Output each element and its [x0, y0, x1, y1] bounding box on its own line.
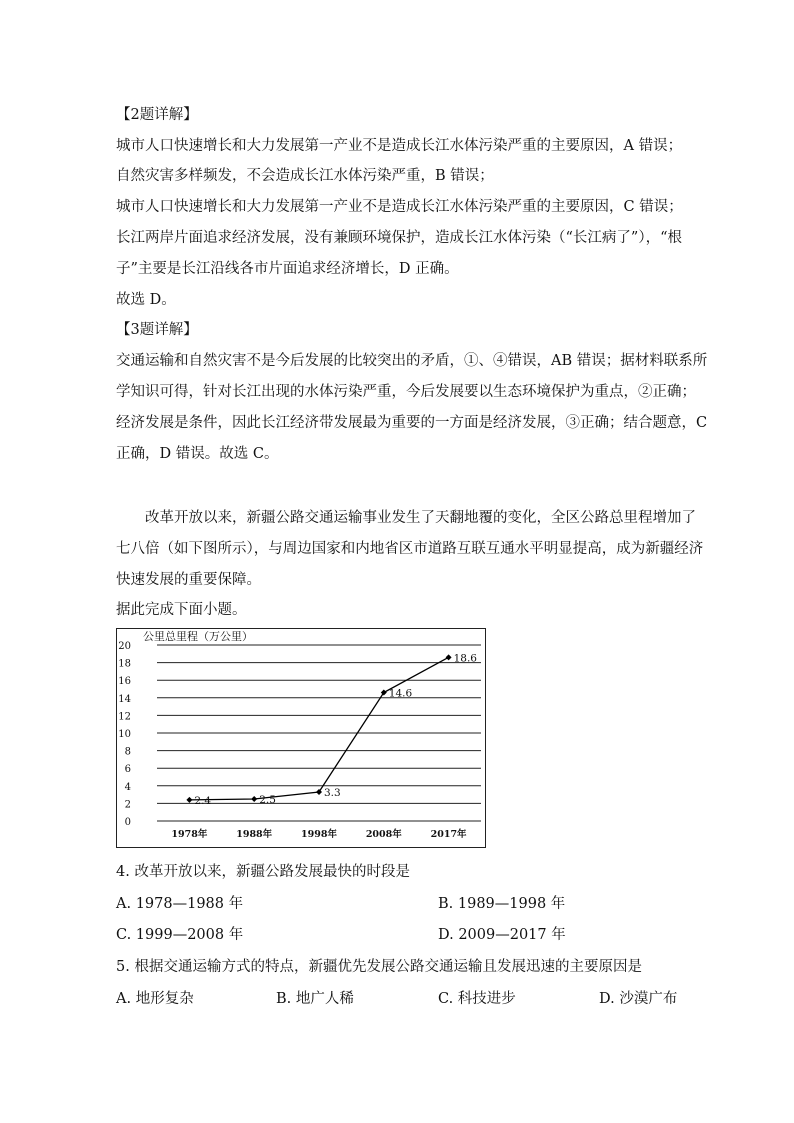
- y-tick-label: 2: [124, 799, 131, 811]
- y-tick-label: 20: [118, 641, 131, 652]
- q5-option-a[interactable]: A. 地形复杂: [116, 991, 194, 1007]
- y-tick-label: 8: [124, 746, 131, 758]
- x-tick-label: 2017年: [430, 829, 467, 840]
- q4-option-a[interactable]: A. 1978—1988 年: [116, 896, 244, 912]
- q4-option-b[interactable]: B. 1989—1998 年: [438, 896, 566, 912]
- section2-line-2: 自然灾害多样频发，不会造成长江水体污染严重，B 错误；: [116, 168, 494, 184]
- data-point: [446, 654, 452, 660]
- x-tick-label: 1978年: [171, 829, 208, 840]
- passage-line-1: 改革开放以来，新疆公路交通运输事业发生了天翻地覆的变化，全区公路总里程增加了: [145, 510, 696, 526]
- passage-line-3: 快速发展的重要保障。: [116, 572, 261, 588]
- section2-heading: 【2题详解】: [116, 107, 198, 123]
- y-tick-label: 18: [118, 658, 131, 670]
- section3-line-1: 交通运输和自然灾害不是今后发展的比较突出的矛盾，①、④错误，AB 错误；据材料联系所: [116, 353, 708, 369]
- q5-option-d[interactable]: D. 沙漠广布: [599, 991, 678, 1007]
- chart-title: 公里总里程（万公里）: [143, 630, 253, 643]
- q4-option-c[interactable]: C. 1999—2008 年: [116, 927, 244, 943]
- y-tick-label: 6: [124, 764, 131, 776]
- q5-stem: 5. 根据交通运输方式的特点，新疆优先发展公路交通运输且发展迅速的主要原因是: [116, 959, 642, 975]
- section2-line-4: 长江两岸片面追求经济发展，没有兼顾环境保护，造成长江水体污染（“长江病了”），“根: [116, 230, 682, 246]
- q5-option-b[interactable]: B. 地广人稀: [276, 991, 354, 1007]
- section2-line-6: 故选 D。: [116, 292, 176, 308]
- data-point: [251, 796, 257, 802]
- data-label: 2.5: [259, 794, 276, 806]
- passage-line-2: 七八倍（如下图所示），与周边国家和内地省区市道路互联互通水平明显提高，成为新疆经济: [116, 541, 704, 557]
- series-line: [189, 657, 448, 800]
- passage-instruction: 据此完成下面小题。: [116, 602, 247, 618]
- q4-stem: 4. 改革开放以来，新疆公路发展最快的时段是: [116, 864, 410, 880]
- section3-line-4: 正确，D 错误。故选 C。: [116, 446, 279, 462]
- y-tick-label: 16: [118, 676, 131, 688]
- data-label: 18.6: [453, 652, 477, 665]
- y-tick-label: 12: [118, 711, 131, 723]
- q5-option-c[interactable]: C. 科技进步: [438, 991, 516, 1007]
- section2-line-1: 城市人口快速增长和大力发展第一产业不是造成长江水体污染严重的主要原因，A 错误；: [116, 138, 683, 154]
- y-tick-label: 4: [124, 781, 131, 793]
- data-label: 14.6: [388, 687, 413, 700]
- road-mileage-chart: [116, 628, 486, 848]
- y-tick-label: 14: [118, 693, 131, 705]
- x-tick-label: 1998年: [301, 829, 337, 840]
- data-point: [186, 797, 192, 803]
- chart-svg: [117, 629, 485, 847]
- data-label: 2.4: [194, 794, 212, 807]
- x-tick-label: 1988年: [236, 829, 273, 840]
- section3-heading: 【3题详解】: [116, 322, 198, 338]
- x-tick-label: 2008年: [365, 829, 402, 840]
- data-label: 3.3: [324, 786, 341, 799]
- section3-line-3: 经济发展是条件，因此长江经济带发展最为重要的一方面是经济发展，③正确；结合题意，C: [116, 415, 708, 431]
- y-tick-label: 0: [124, 817, 131, 828]
- section3-line-2: 学知识可得，针对长江出现的水体污染严重，今后发展要以生态环境保护为重点，②正确；: [116, 384, 696, 400]
- section2-line-5: 子”主要是长江沿线各市片面追求经济增长，D 正确。: [116, 261, 459, 277]
- section2-line-3: 城市人口快速增长和大力发展第一产业不是造成长江水体污染严重的主要原因，C 错误；: [116, 199, 683, 215]
- q4-option-d[interactable]: D. 2009—2017 年: [438, 927, 566, 943]
- y-tick-label: 10: [118, 729, 131, 740]
